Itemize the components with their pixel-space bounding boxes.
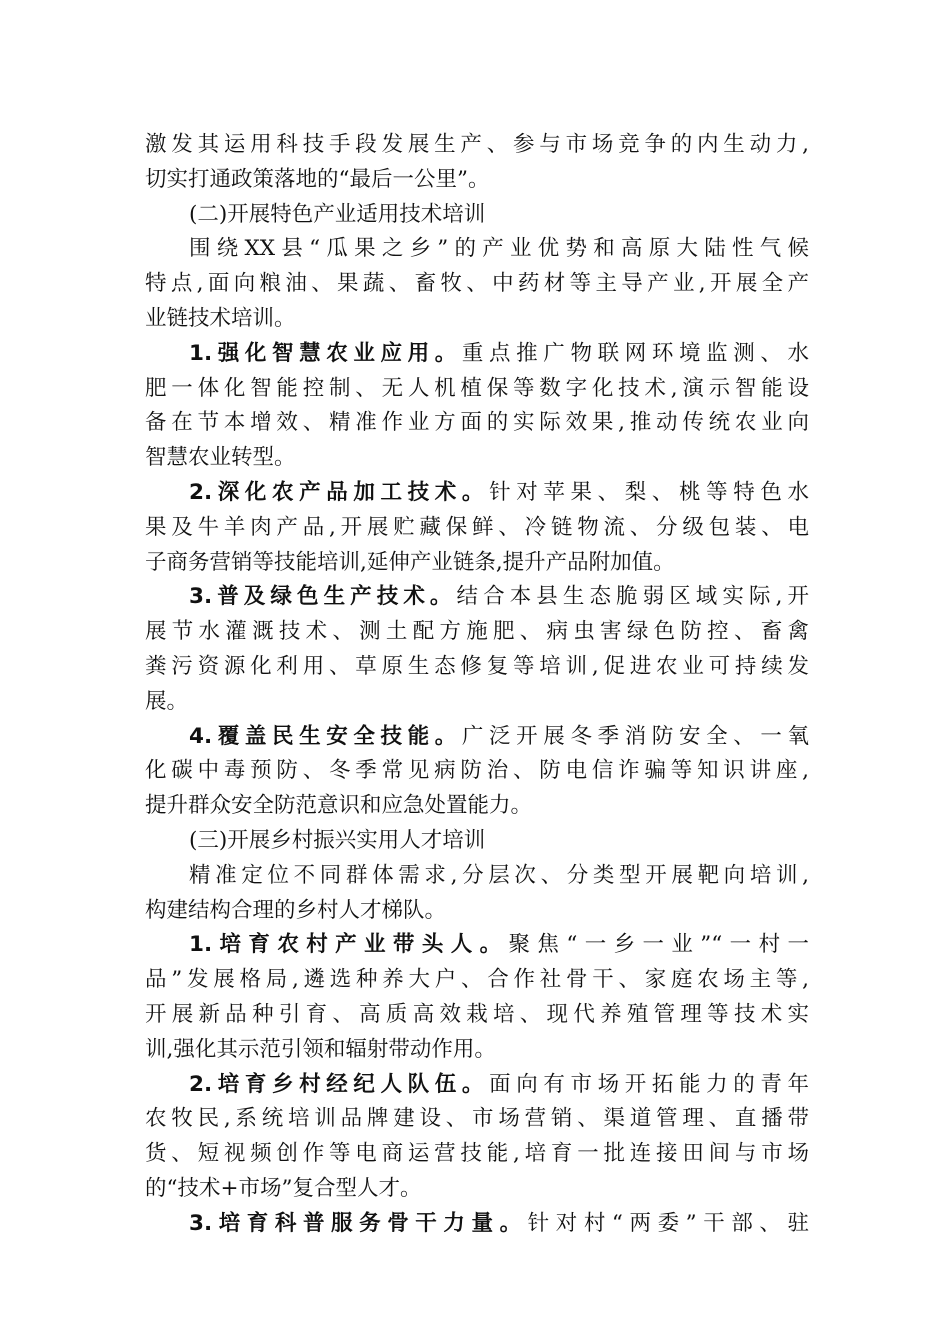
text-line: 品”发展格局,遴选种养大户、合作社骨干、家庭农场主等, <box>145 967 809 993</box>
text-line: 化碳中毒预防、冬季常见病防治、防电信诈骗等知识讲座, <box>145 758 809 784</box>
item-lead: 4.覆盖民生安全技能。 <box>189 723 462 749</box>
item-text: 聚焦“一乡一业”“一村一 <box>508 932 809 958</box>
paragraph-item-2-2 <box>145 476 809 580</box>
item-text: 面向有市场开拓能力的青年 <box>489 1071 809 1097</box>
text-line: 展。 <box>145 688 189 714</box>
paragraph-section-3-intro <box>145 859 809 929</box>
text-line: 的“技术+市场”复合型人才。 <box>145 1175 422 1201</box>
paragraph-item-2-1 <box>145 337 809 476</box>
text-line <box>145 1068 809 1103</box>
paragraph-item-3-2 <box>145 1068 809 1207</box>
item-text: 针对村“两委”干部、驻 <box>527 1210 809 1236</box>
paragraph-item-3-1 <box>145 928 809 1067</box>
item-text: 重点推广物联网环境监测、水 <box>461 340 809 366</box>
text-line: 训,强化其示范引领和辐射带动作用。 <box>145 1036 496 1062</box>
item-lead: 1.培育农村产业带头人。 <box>189 932 509 958</box>
text-line: 货、短视频创作等电商运营技能,培育一批连接田间与市场 <box>145 1141 809 1167</box>
document-page <box>145 128 809 1242</box>
text-line <box>145 580 809 615</box>
paragraph-continuation <box>145 128 809 198</box>
item-text: 针对苹果、梨、桃等特色水 <box>489 479 809 505</box>
text-line: 特点,面向粮油、果蔬、畜牧、中药材等主导产业,开展全产 <box>145 271 809 297</box>
text-line: 子商务营销等技能培训,延伸产业链条,提升产品附加值。 <box>145 549 675 575</box>
text-line: 展节水灌溉技术、测土配方施肥、病虫害绿色防控、畜禽 <box>145 619 809 645</box>
text-line: 粪污资源化利用、草原生态修复等培训,促进农业可持续发 <box>145 653 809 679</box>
text-line: 构建结构合理的乡村人才梯队。 <box>145 897 447 923</box>
text-line <box>145 928 809 963</box>
item-lead: 2.培育乡村经纪人队伍。 <box>189 1071 490 1097</box>
text-line: 激发其运用科技手段发展生产、参与市场竞争的内生动力, <box>145 132 809 157</box>
paragraph-item-2-4 <box>145 720 809 824</box>
item-text: 广泛开展冬季消防安全、一氧 <box>461 723 809 749</box>
text-line: 农牧民,系统培训品牌建设、市场营销、渠道管理、直播带 <box>145 1106 809 1132</box>
text-line: 备在节本增效、精准作业方面的实际效果,推动传统农业向 <box>145 410 809 436</box>
text-line: 智慧农业转型。 <box>145 445 296 471</box>
text-line <box>145 337 809 372</box>
text-line: 肥一体化智能控制、无人机植保等数字化技术,演示智能设 <box>145 375 809 401</box>
item-lead: 3.培育科普服务骨干力量。 <box>189 1210 528 1236</box>
item-lead: 1.强化智慧农业应用。 <box>189 340 462 366</box>
text-line: 切实打通政策落地的“最后一公里”。 <box>145 166 490 192</box>
text-line: 精准定位不同群体需求,分层次、分类型开展靶向培训, <box>189 862 809 888</box>
text-line <box>145 476 809 511</box>
item-lead: 3.普及绿色生产技术。 <box>189 584 457 610</box>
text-line: 开展新品种引育、高质高效栽培、现代养殖管理等技术实 <box>145 1001 809 1027</box>
text-line: 果及牛羊肉产品,开展贮藏保鲜、冷链物流、分级包装、电 <box>145 514 809 540</box>
text-line: 提升群众安全防范意识和应急处置能力。 <box>145 793 533 819</box>
item-text: 结合本县生态脆弱区域实际,开 <box>456 584 809 610</box>
paragraph-item-3-3 <box>145 1207 809 1242</box>
text-line: 业链技术培训。 <box>145 305 296 331</box>
text-line <box>145 720 809 755</box>
section-heading-2: (二)开展特色产业适用技术培训 <box>189 201 486 227</box>
item-lead: 2.深化农产品加工技术。 <box>189 479 490 505</box>
text-line: 围绕XX县“瓜果之乡”的产业优势和高原大陆性气候 <box>189 236 809 262</box>
text-line <box>145 1207 809 1242</box>
section-heading-3: (三)开展乡村振兴实用人才培训 <box>189 827 486 853</box>
paragraph-section-2-intro <box>145 232 809 336</box>
paragraph-item-2-3 <box>145 580 809 719</box>
